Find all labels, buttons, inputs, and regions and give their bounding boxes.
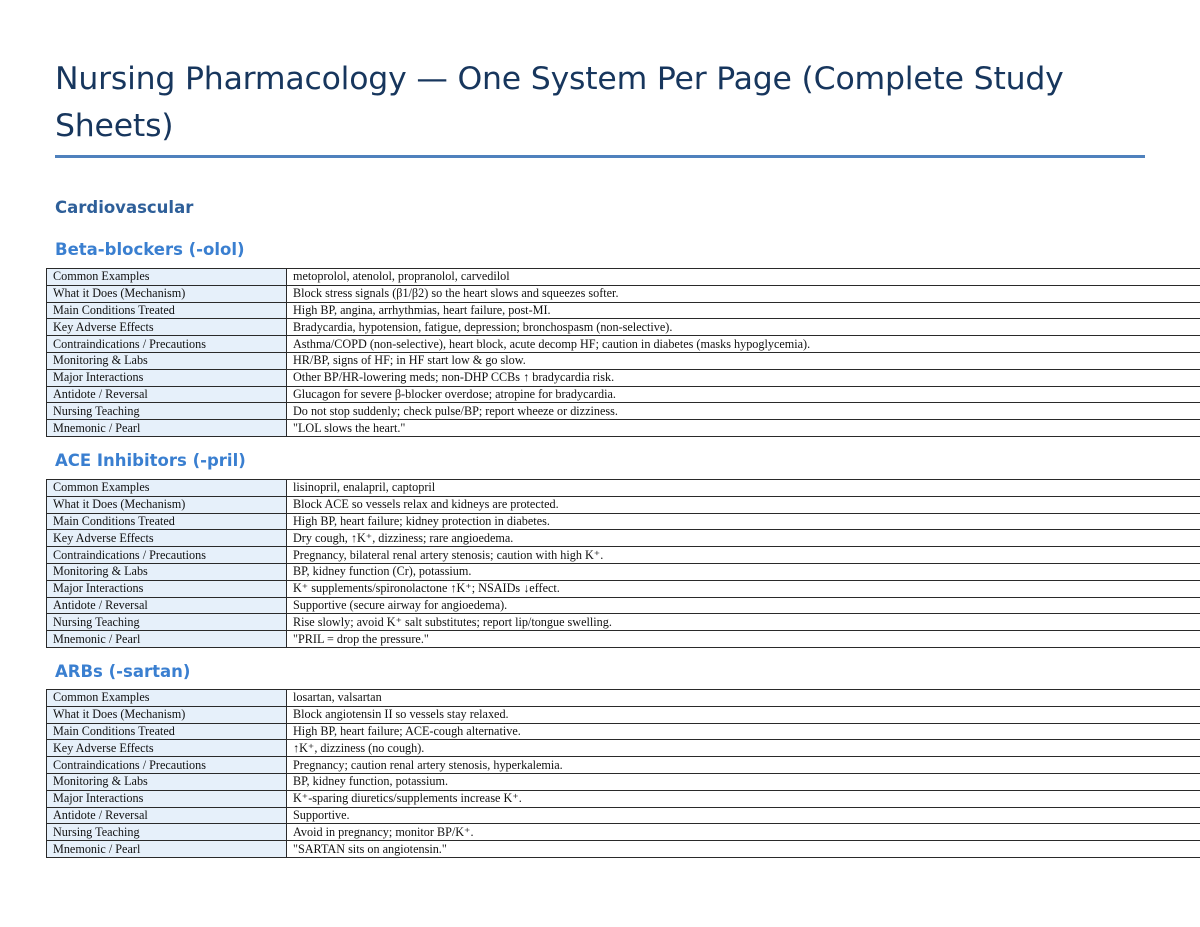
row-value: ↑K⁺, dizziness (no cough).	[287, 740, 1200, 757]
table-row	[47, 352, 1200, 369]
row-label: What it Does (Mechanism)	[47, 496, 287, 513]
row-label: Antidote / Reversal	[47, 386, 287, 403]
row-label: What it Does (Mechanism)	[47, 706, 287, 723]
row-value: Pregnancy, bilateral renal artery stenosis; caution with high K⁺.	[287, 547, 1200, 564]
row-label: Antidote / Reversal	[47, 807, 287, 824]
table-row	[47, 841, 1200, 858]
table-row	[47, 269, 1200, 286]
row-label: Main Conditions Treated	[47, 723, 287, 740]
row-label: Main Conditions Treated	[47, 513, 287, 530]
page-title: Nursing Pharmacology — One System Per Page (Complete Study Sheets)	[55, 61, 1064, 144]
row-value: Glucagon for severe β-blocker overdose; atropine for bradycardia.	[287, 386, 1200, 403]
table-row	[47, 824, 1200, 841]
row-value: Do not stop suddenly; check pulse/BP; report wheeze or dizziness.	[287, 403, 1200, 420]
row-label: Monitoring & Labs	[47, 773, 287, 790]
row-label: Mnemonic / Pearl	[47, 841, 287, 858]
row-value: High BP, heart failure; kidney protection in diabetes.	[287, 513, 1200, 530]
row-value: lisinopril, enalapril, captopril	[287, 480, 1200, 497]
table-row	[47, 369, 1200, 386]
row-value: Block ACE so vessels relax and kidneys are protected.	[287, 496, 1200, 513]
row-value: Bradycardia, hypotension, fatigue, depression; bronchospasm (non-selective).	[287, 319, 1200, 336]
table-row	[47, 580, 1200, 597]
row-value: "PRIL = drop the pressure."	[287, 631, 1200, 648]
table-row	[47, 807, 1200, 824]
table-row	[47, 757, 1200, 774]
table-row	[47, 597, 1200, 614]
row-label: Monitoring & Labs	[47, 563, 287, 580]
table-row	[47, 386, 1200, 403]
row-label: Key Adverse Effects	[47, 740, 287, 757]
row-label: Major Interactions	[47, 790, 287, 807]
row-label: Mnemonic / Pearl	[47, 420, 287, 437]
table-row	[47, 403, 1200, 420]
table-row	[47, 706, 1200, 723]
drug-table-ace-inhibitors	[46, 479, 1200, 648]
row-label: Main Conditions Treated	[47, 302, 287, 319]
row-value: Dry cough, ↑K⁺, dizziness; rare angioedema.	[287, 530, 1200, 547]
row-label: Nursing Teaching	[47, 614, 287, 631]
row-value: BP, kidney function, potassium.	[287, 773, 1200, 790]
row-label: Common Examples	[47, 480, 287, 497]
table-row	[47, 740, 1200, 757]
table-row	[47, 547, 1200, 564]
row-label: Contraindications / Precautions	[47, 547, 287, 564]
drug-table-beta-blockers	[46, 268, 1200, 437]
row-value: HR/BP, signs of HF; in HF start low & go slow.	[287, 352, 1200, 369]
table-row	[47, 285, 1200, 302]
section-heading-beta-blockers: Beta-blockers (-olol)	[55, 240, 245, 259]
table-row	[47, 563, 1200, 580]
row-value: High BP, angina, arrhythmias, heart failure, post-MI.	[287, 302, 1200, 319]
row-label: Contraindications / Precautions	[47, 757, 287, 774]
row-label: Key Adverse Effects	[47, 530, 287, 547]
row-value: "SARTAN sits on angiotensin."	[287, 841, 1200, 858]
table-row	[47, 723, 1200, 740]
table-row	[47, 530, 1200, 547]
table-row	[47, 690, 1200, 707]
section-heading-ace-inhibitors: ACE Inhibitors (-pril)	[55, 451, 246, 470]
row-label: Key Adverse Effects	[47, 319, 287, 336]
row-label: Monitoring & Labs	[47, 352, 287, 369]
table-row	[47, 614, 1200, 631]
row-label: Major Interactions	[47, 580, 287, 597]
row-value: BP, kidney function (Cr), potassium.	[287, 563, 1200, 580]
drug-table-arbs	[46, 689, 1200, 858]
row-value: Pregnancy; caution renal artery stenosis, hyperkalemia.	[287, 757, 1200, 774]
row-label: Common Examples	[47, 269, 287, 286]
table-row	[47, 302, 1200, 319]
row-value: Block angiotensin II so vessels stay relaxed.	[287, 706, 1200, 723]
row-value: Other BP/HR-lowering meds; non-DHP CCBs ↑ bradycardia risk.	[287, 369, 1200, 386]
table-row	[47, 336, 1200, 353]
table-row	[47, 420, 1200, 437]
row-value: Asthma/COPD (non-selective), heart block, acute decomp HF; caution in diabetes (masks hypoglycemia).	[287, 336, 1200, 353]
row-value: Block stress signals (β1/β2) so the heart slows and squeezes softer.	[287, 285, 1200, 302]
row-label: Nursing Teaching	[47, 403, 287, 420]
row-value: K⁺ supplements/spironolactone ↑K⁺; NSAIDs ↓effect.	[287, 580, 1200, 597]
row-value: Supportive.	[287, 807, 1200, 824]
table-row	[47, 631, 1200, 648]
title-underline	[55, 155, 1145, 158]
row-label: Antidote / Reversal	[47, 597, 287, 614]
row-value: metoprolol, atenolol, propranolol, carvedilol	[287, 269, 1200, 286]
section-heading-arbs: ARBs (-sartan)	[55, 662, 191, 681]
table-row	[47, 319, 1200, 336]
row-label: Nursing Teaching	[47, 824, 287, 841]
table-row	[47, 773, 1200, 790]
row-value: Supportive (secure airway for angioedema).	[287, 597, 1200, 614]
row-value: Rise slowly; avoid K⁺ salt substitutes; report lip/tongue swelling.	[287, 614, 1200, 631]
row-value: Avoid in pregnancy; monitor BP/K⁺.	[287, 824, 1200, 841]
row-label: Major Interactions	[47, 369, 287, 386]
row-label: Contraindications / Precautions	[47, 336, 287, 353]
row-label: Mnemonic / Pearl	[47, 631, 287, 648]
row-value: High BP, heart failure; ACE-cough alternative.	[287, 723, 1200, 740]
table-row	[47, 496, 1200, 513]
table-row	[47, 513, 1200, 530]
row-label: Common Examples	[47, 690, 287, 707]
row-value: losartan, valsartan	[287, 690, 1200, 707]
row-value: "LOL slows the heart."	[287, 420, 1200, 437]
row-value: K⁺-sparing diuretics/supplements increase K⁺.	[287, 790, 1200, 807]
table-row	[47, 480, 1200, 497]
row-label: What it Does (Mechanism)	[47, 285, 287, 302]
table-row	[47, 790, 1200, 807]
system-heading: Cardiovascular	[55, 198, 194, 217]
